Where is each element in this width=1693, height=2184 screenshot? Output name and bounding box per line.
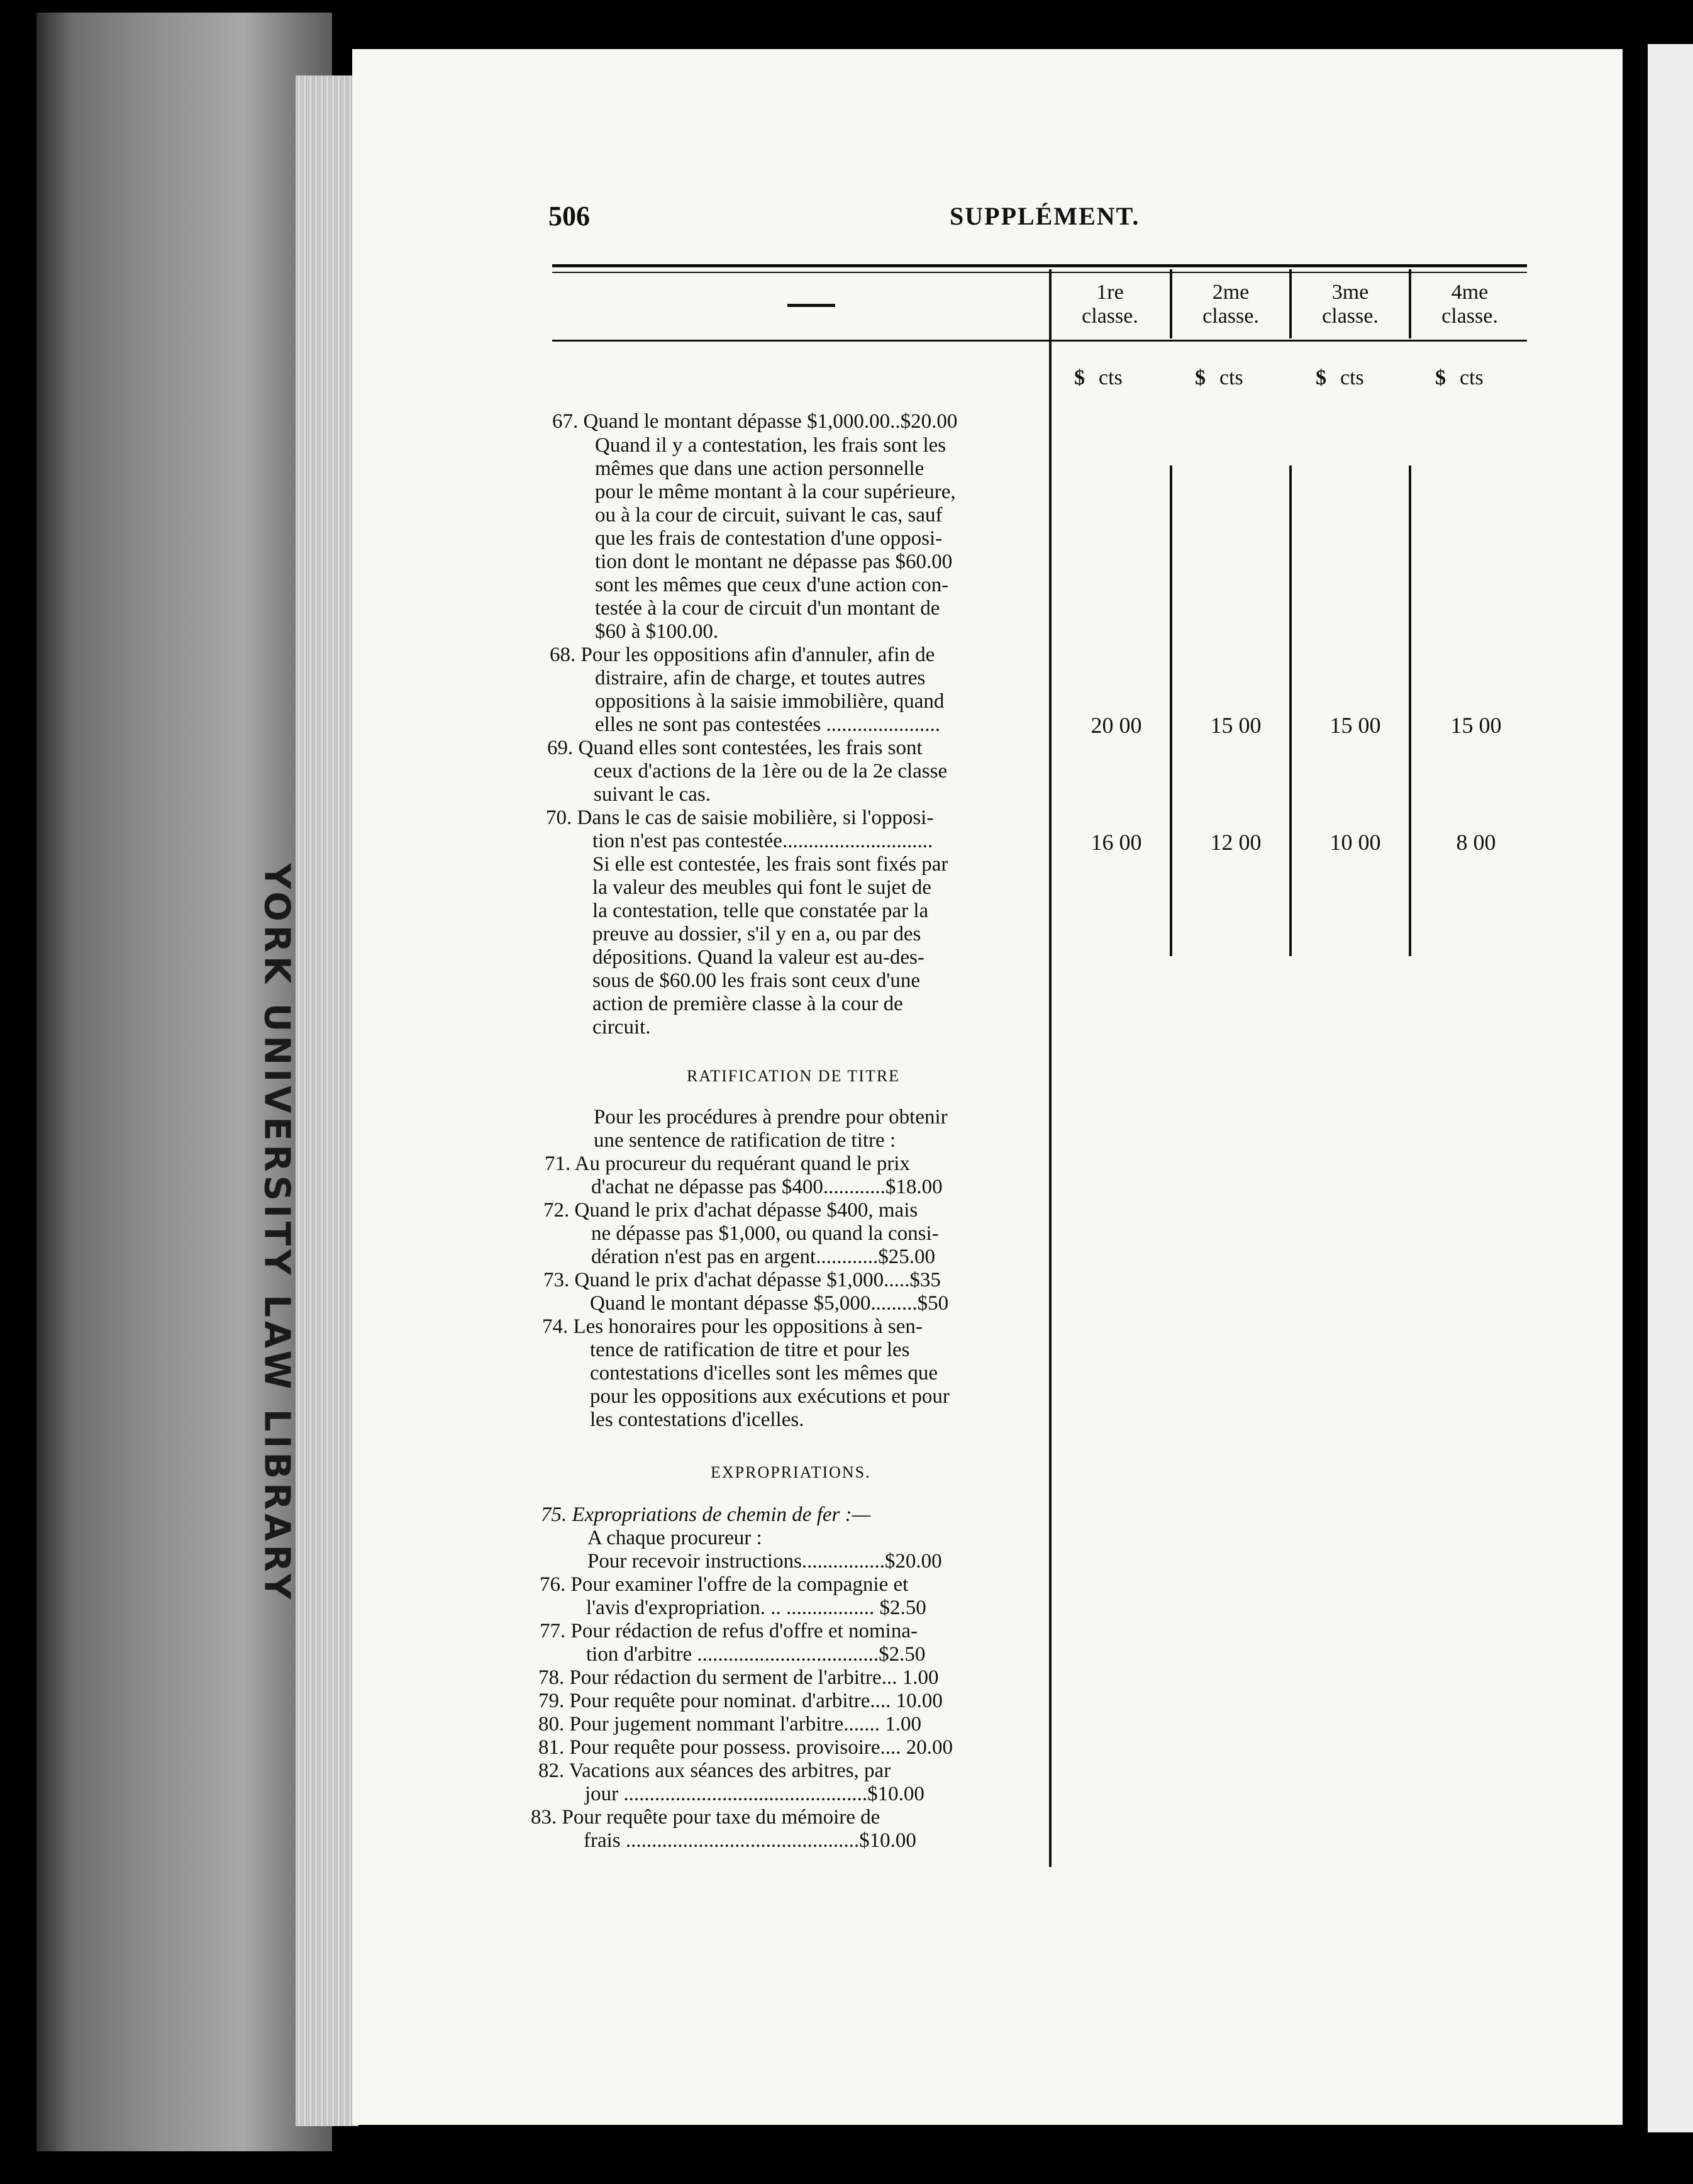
top-rule-2 [552,272,1527,273]
text-line: testée à la cour de circuit d'un montant de [595,597,940,620]
column-header-4: 4me classe. [1441,281,1498,328]
text-line: contestations d'icelles sont les mêmes que [590,1362,938,1384]
text-line: 76. Pour examiner l'offre de la compagnie et [540,1573,909,1596]
amount-70-col-1: 16 00 [1091,830,1142,855]
text-line: 74. Les honoraires pour les oppositions à sen- [542,1315,923,1338]
top-rule [552,264,1527,267]
text-line: la contestation, telle que constatée par la [592,900,929,922]
column-header-3: 3me classe. [1322,281,1379,328]
text-line: d'achat ne dépasse pas $400............$18.00 [591,1176,943,1198]
units-col-4: $ cts [1435,366,1484,389]
column-header-2: 2me classe. [1202,281,1259,328]
text-line: tion d'arbitre ...................................$2.50 [586,1643,926,1666]
text-line: dépositions. Quand la valeur est au-des- [592,946,924,969]
amount-68-col-2: 15 00 [1210,713,1262,738]
text-line: 67. Quand le montant dépasse $1,000.00..$20.00 [552,410,958,433]
text-line: dération n'est pas en argent............$25.00 [591,1245,935,1268]
text-line: mêmes que dans une action personnelle [595,457,924,480]
amount-70-col-3: 10 00 [1329,830,1381,855]
text-line: les contestations d'icelles. [590,1408,804,1431]
header-dash [787,304,835,307]
text-line: ceux d'actions de la 1ère ou de la 2e classe [594,760,948,783]
text-line: la valeur des meubles qui font le sujet de [592,876,931,899]
text-line: 69. Quand elles sont contestées, les frais sont [547,737,923,759]
text-line: elles ne sont pas contestées ...................... [595,713,940,736]
text-line: une sentence de ratification de titre : [594,1129,896,1152]
text-line: pour le même montant à la cour supérieure, [595,481,956,503]
text-line: sous de $60.00 les frais sont ceux d'une [592,969,921,992]
text-line: Quand le montant dépasse $5,000.........$50 [590,1292,949,1315]
text-line: Pour recevoir instructions................$20.00 [587,1550,942,1573]
text-line: l'avis d'expropriation. .. ................. $2.50 [586,1596,926,1619]
text-line: 73. Quand le prix d'achat dépasse $1,000.....$35 [543,1269,941,1291]
col-divider-4 [1409,269,1411,338]
text-line: ou à la cour de circuit, suivant le cas, sauf [595,504,943,526]
units-col-2: $ cts [1195,366,1243,389]
text-line: 82. Vacations aux séances des arbitres, par [538,1759,891,1782]
text-line: jour ...............................................$10.00 [585,1783,924,1805]
header-bottom-rule [552,340,1527,342]
text-line: tion dont le montant ne dépasse pas $60.00 [595,550,953,573]
units-col-3: $ cts [1316,366,1364,389]
text-line: 79. Pour requête pour nominat. d'arbitre.... 10.00 [538,1690,943,1712]
text-line: 72. Quand le prix d'achat dépasse $400, mais [543,1199,918,1222]
col-divider-4b [1409,465,1411,956]
library-stamp: YORK UNIVERSITY LAW LIBRARY [256,863,297,1603]
running-title: SUPPLÉMENT. [950,202,1140,230]
text-line: que les frais de contestation d'une opposi- [595,527,943,550]
amount-68-col-1: 20 00 [1091,713,1142,738]
text-line: 78. Pour rédaction du serment de l'arbitre... 1.00 [538,1666,939,1689]
column-header-1: 1re classe. [1082,281,1138,328]
text-line: 75. Expropriations de chemin de fer :— [541,1503,870,1526]
amount-68-col-3: 15 00 [1329,713,1381,738]
col-divider-2 [1170,269,1172,338]
text-line: 71. Au procureur du requérant quand le prix [545,1152,910,1175]
col-divider-3b [1289,465,1292,956]
facing-page-edge [1648,44,1693,2132]
col-divider-2b [1170,465,1172,956]
amount-68-col-4: 15 00 [1450,713,1502,738]
text-line: 70. Dans le cas de saisie mobilière, si l'opposi- [546,806,934,829]
amount-70-col-4: 8 00 [1456,830,1496,855]
text-line: A chaque procureur : [587,1527,762,1549]
text-line: ne dépasse pas $1,000, ou quand la consi- [591,1222,939,1245]
text-line: $60 à $100.00. [595,620,719,643]
text-line: tion n'est pas contestée............................. [592,830,933,852]
section-heading-ratification: RATIFICATION DE TITRE [687,1067,901,1085]
text-line: suivant le cas. [594,783,711,806]
text-line: oppositions à la saisie immobilière, quand [595,690,945,713]
text-line: tence de ratification de titre et pour les [590,1339,910,1361]
col-divider-3 [1289,269,1292,338]
text-line: circuit. [592,1016,651,1039]
text-line: frais .............................................$10.00 [584,1829,916,1852]
col-divider-1 [1049,269,1052,1867]
text-line: 83. Pour requête pour taxe du mémoire de [531,1806,880,1829]
section-heading-expropriations: EXPROPRIATIONS. [711,1463,871,1481]
text-line: Pour les procédures à prendre pour obtenir [594,1106,948,1128]
text-line: 68. Pour les oppositions afin d'annuler, afin de [550,644,935,666]
page-number: 506 [548,201,590,231]
text-line: 81. Pour requête pour possess. provisoire.... 20.00 [538,1736,953,1759]
text-line: pour les oppositions aux exécutions et pour [590,1385,950,1408]
text-line: preuve au dossier, s'il y en a, ou par des [592,923,921,945]
text-line: 77. Pour rédaction de refus d'offre et nomina- [540,1620,918,1642]
text-line: action de première classe à la cour de [592,993,903,1015]
amount-70-col-2: 12 00 [1210,830,1262,855]
text-line: Si elle est contestée, les frais sont fixés par [592,853,948,876]
text-line: distraire, afin de charge, et toutes autres [595,667,926,689]
text-line: sont les mêmes que ceux d'une action con- [595,574,949,596]
text-line: 80. Pour jugement nommant l'arbitre....... 1.00 [538,1713,922,1736]
text-line: Quand il y a contestation, les frais sont les [595,434,946,457]
units-col-1: $ cts [1074,366,1123,389]
